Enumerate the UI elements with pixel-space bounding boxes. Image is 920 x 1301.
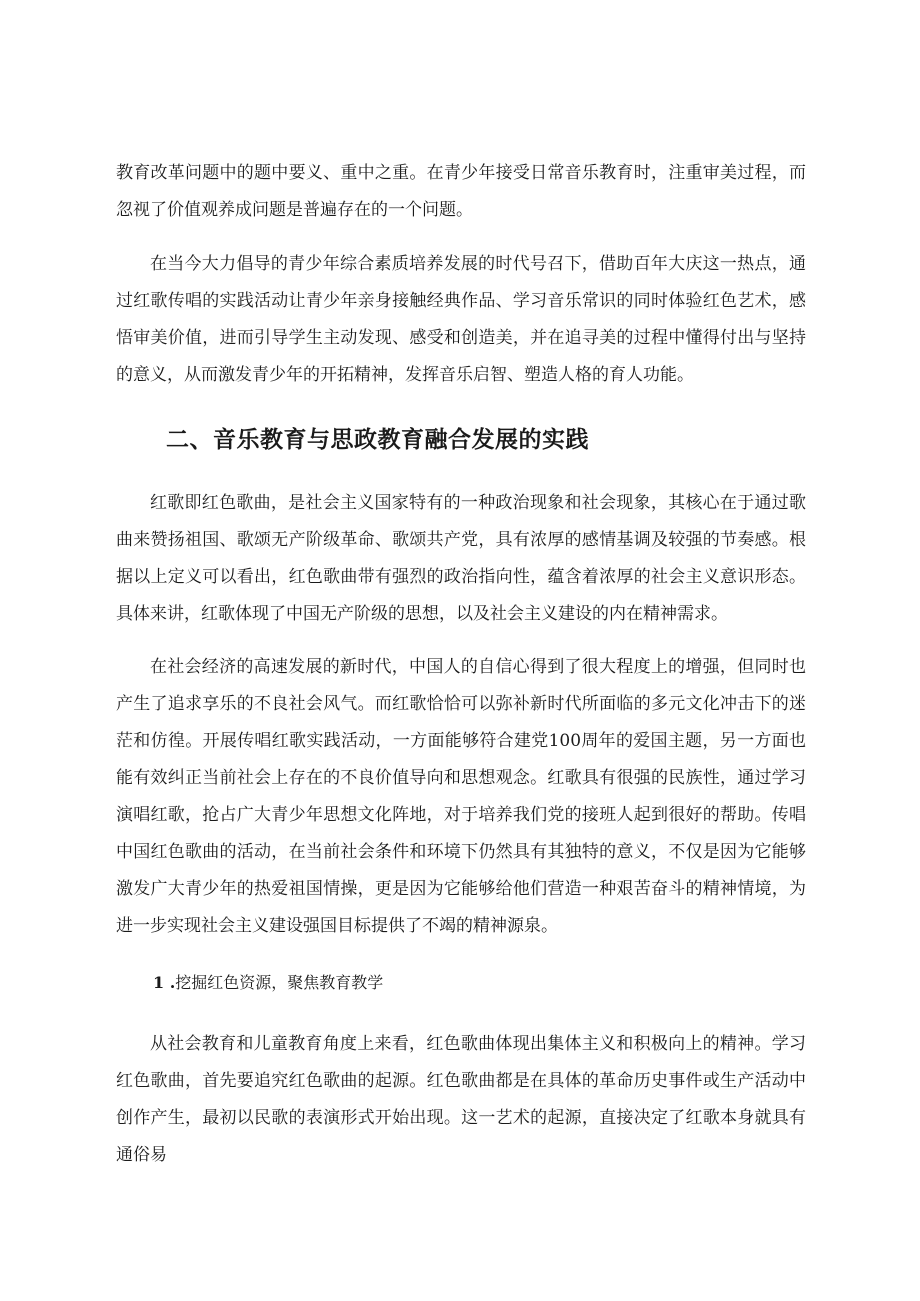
subsection-title: 挖掘红色资源，聚焦教育教学: [175, 973, 384, 992]
subsection-number: 1 .: [153, 973, 176, 992]
paragraph-red-song-definition: 红歌即红色歌曲，是社会主义国家特有的一种政治现象和社会现象，其核心在于通过歌曲来赞扬祖国、歌颂无产阶级革命、歌颂共产党，具有浓厚的感情基调及较强的节奏感。根据以上定义可以看出，红色歌曲带有强烈的政治指向性，蕴含着浓厚的社会主义意识形态。具体来讲，红歌体现了中国无产阶级的思想，以及社会主义建设的内在精神需求。: [116, 493, 806, 624]
paragraph-intro-practice: 在当今大力倡导的青少年综合素质培养发展的时代号召下，借助百年大庆这一热点，通过红歌传唱的实践活动让青少年亲身接触经典作品、学习音乐常识的同时体验红色艺术，感悟审美价值，进而引导学生主动发现、感受和创造美，并在追寻美的过程中懂得付出与坚持的意义，从而激发青少年的开拓精神，发挥音乐启智、塑造人格的育人功能。: [116, 254, 806, 385]
paragraph-social-education: 从社会教育和儿童教育角度上来看，红色歌曲体现出集体主义和积极向上的精神。学习红色歌曲，首先要追究红色歌曲的起源。红色歌曲都是在具体的革命历史事件或生产活动中创作产生，最初以民歌的表演形式开始出现。这一艺术的起源，直接决定了红歌本身就具有通俗易: [116, 1034, 806, 1165]
paragraph-continuation: 教育改革问题中的题中要义、重中之重。在青少年接受日常音乐教育时，注重审美过程，而忽视了价值观养成问题是普遍存在的一个问题。: [116, 163, 806, 220]
section-heading: 二、音乐教育与思政教育融合发展的实践: [166, 426, 589, 453]
paragraph-new-era: 在社会经济的高速发展的新时代，中国人的自信心得到了很大程度上的增强，但同时也产生了追求享乐的不良社会风气。而红歌恰恰可以弥补新时代所面临的多元文化冲击下的迷茫和仿徨。开展传唱红歌实践活动，一方面能够符合建党100周年的爱国主题，另一方面也能有效纠正当前社会上存在的不良价值导向和思想观念。红歌具有很强的民族性，通过学习演唱红歌，抢占广大青少年思想文化阵地，对于培养我们党的接班人起到很好的帮助。传唱中国红色歌曲的活动，在当前社会条件和环境下仍然具有其独特的意义，不仅是因为它能够激发广大青少年的热爱祖国情操，更是因为它能够给他们营造一种艰苦奋斗的精神情境，为进一步实现社会主义建设强国目标提供了不竭的精神源泉。: [116, 657, 806, 936]
subsection-heading: [153, 970, 383, 996]
